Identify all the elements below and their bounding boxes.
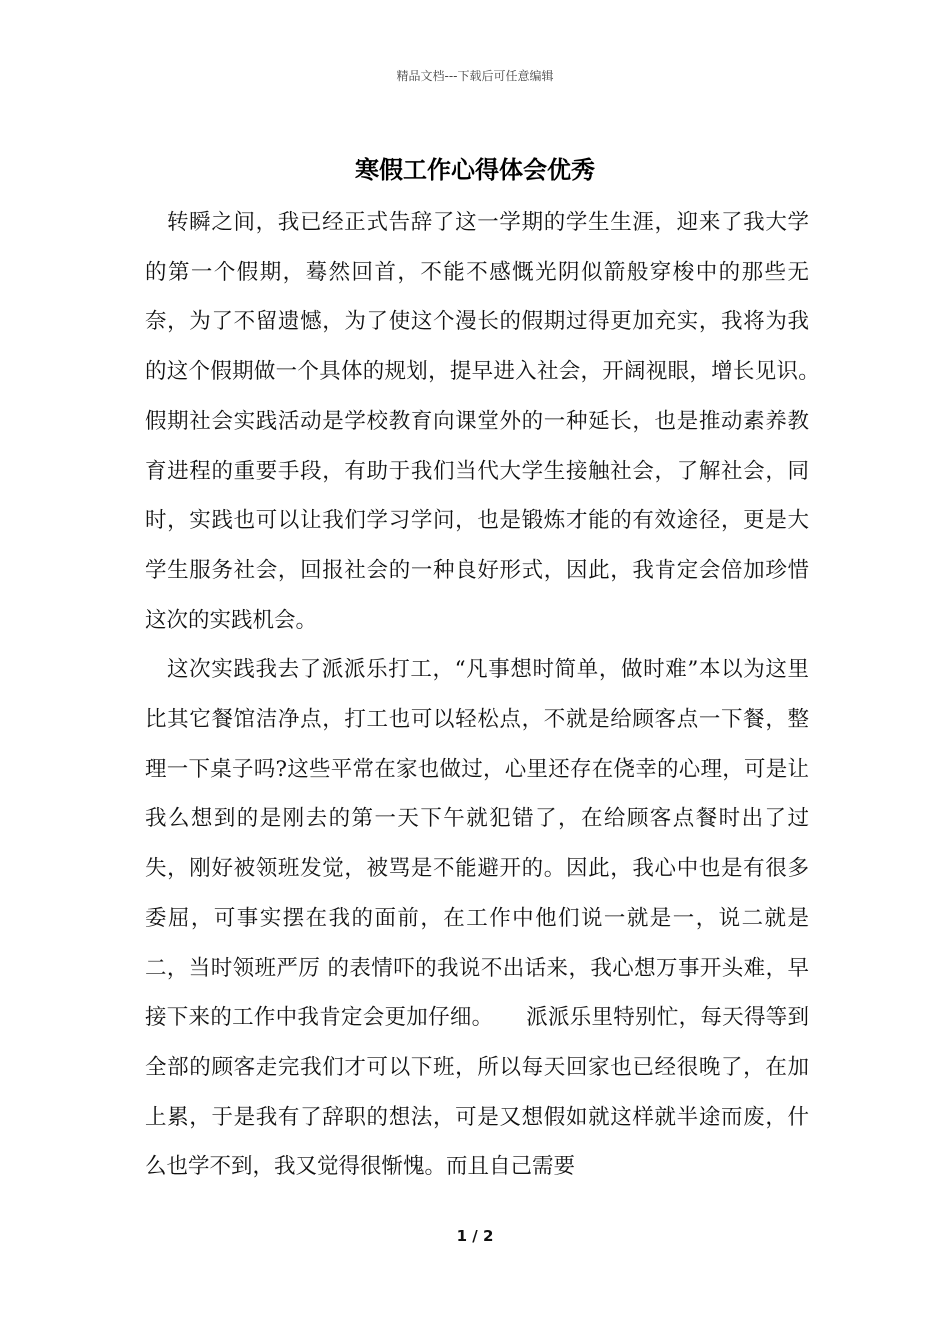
paragraph-1: 转瞬之间，我已经正式告辞了这一学期的学生生涯，迎来了我大学的第一个假期，蓦然回首，不能不感慨光阴似箭般穿梭中的那些无奈，为了不留遗憾，为了使这个漫长的假期过得更加充实，我将为我的这个假期做一个具体的规划，提早进入社会，开阔视眼，增长见识。 假期社会实践活动是学校教育向课堂外的一种延长，也是推动素养教育进程的重要手段，有助于我们当代大学生接触社会，了解社会，同时，实践也可以让我们学习学问，也是锻炼才能的有效途径，更是大学生服务社会，回报社会的一种良好形式，因此，我肯定会倍加珍惜这次的实践机会。	[145, 210, 853, 633]
paragraph-2: 这次实践我去了派派乐打工，“凡事想时简单，做时难”本以为这里比其它餐馆洁净点，打工也可以轻松点，不就是给顾客点一下餐，整理一下桌子吗?这些平常在家也做过，心里还存在侥幸的心理，可是让我么想到的是刚去的第一天下午就犯错了，在给顾客点餐时出了过失，刚好被领班发觉，被骂是不能避开的。因此，我心中也是有很多委屈，可事实摆在我的面前，在工作中他们说一就是一，说二就是二，当时领班严厉 的表情吓的我说不出话来，我心想万事开头难，早接下来的工作中我肯定会更加仔细。 派派乐里特别忙，每天得等到全部的顾客走完我们才可以下班，所以每天回家也已经很晚了，在加上累，于是我有了辞职的想法，可是又想假如就这样就半途而废，什么也学不到，我又觉得很惭愧。而且自己需要	[145, 657, 809, 1180]
header-note: 精品文档---下载后可任意编辑	[396, 69, 554, 83]
page-title: 寒假工作心得体会优秀	[355, 155, 595, 184]
page-number: 1 / 2	[456, 1227, 494, 1245]
document-body	[145, 198, 853, 1192]
